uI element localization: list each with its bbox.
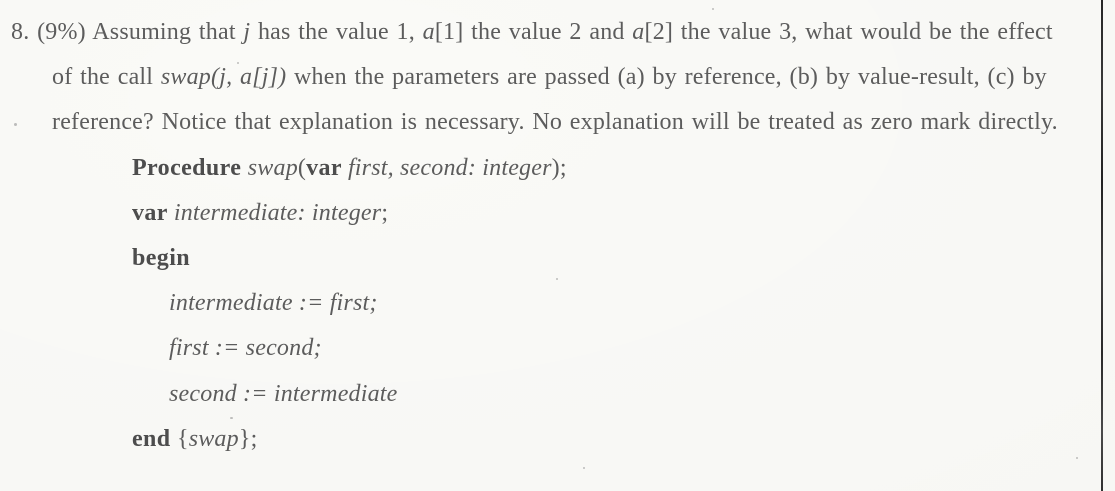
text-segment: first := second; xyxy=(169,335,322,362)
text-segment: Procedure xyxy=(132,154,248,181)
text-segment: [1] the value 2 and xyxy=(434,19,633,45)
text-segment: intermediate := first; xyxy=(169,290,378,317)
text-segment: end xyxy=(132,425,177,452)
scan-speck xyxy=(1076,457,1078,459)
text-segment: j xyxy=(243,19,251,45)
question-line-3 xyxy=(0,100,1115,145)
text-segment: ); xyxy=(551,154,567,181)
code-begin xyxy=(0,236,1115,281)
scan-speck xyxy=(583,467,585,469)
text-segment: when the parameters are passed (a) by reference, (b) by value-result, (c) by xyxy=(286,64,1047,91)
scan-speck xyxy=(14,123,17,126)
text-segment: 8. (9%) Assuming that xyxy=(11,19,244,45)
text-segment: swap(j, a[j]) xyxy=(160,64,287,91)
text-segment: second := intermediate xyxy=(169,380,398,407)
scan-edge-line xyxy=(1101,0,1103,491)
text-segment: has the value 1, xyxy=(250,19,423,45)
text-segment: [2] the value 3, what would be the effect xyxy=(644,19,1053,45)
code-var-declaration xyxy=(0,191,1115,236)
text-segment: a xyxy=(422,19,435,45)
scan-speck xyxy=(712,8,714,10)
scan-speck xyxy=(230,417,233,419)
question-line-2 xyxy=(0,55,1115,100)
text-segment: begin xyxy=(132,244,191,271)
text-segment: swap xyxy=(247,154,298,181)
text-segment: ; xyxy=(381,199,389,226)
text-segment: ( xyxy=(297,154,307,181)
text-segment: { xyxy=(176,425,189,452)
question-line-1 xyxy=(0,10,1115,55)
scan-speck xyxy=(556,278,558,280)
text-segment: swap xyxy=(188,425,239,452)
text-segment: first, second: integer xyxy=(347,154,552,181)
text-segment: }; xyxy=(238,425,258,452)
text-segment: intermediate: integer xyxy=(173,199,382,226)
text-segment: reference? Notice that explanation is necessary. No explanation will be treated as zero mark directly. xyxy=(52,109,1058,136)
text-segment: var xyxy=(132,199,174,226)
code-statement-1 xyxy=(0,281,1115,326)
scan-speck xyxy=(237,62,239,64)
question-text-block xyxy=(0,10,1115,462)
code-procedure-header xyxy=(0,146,1115,191)
text-segment: a xyxy=(632,19,645,45)
code-end xyxy=(0,417,1115,462)
code-statement-2 xyxy=(0,326,1115,371)
text-segment: of the call xyxy=(52,64,161,91)
code-statement-3 xyxy=(0,372,1115,417)
text-segment: var xyxy=(306,154,348,181)
